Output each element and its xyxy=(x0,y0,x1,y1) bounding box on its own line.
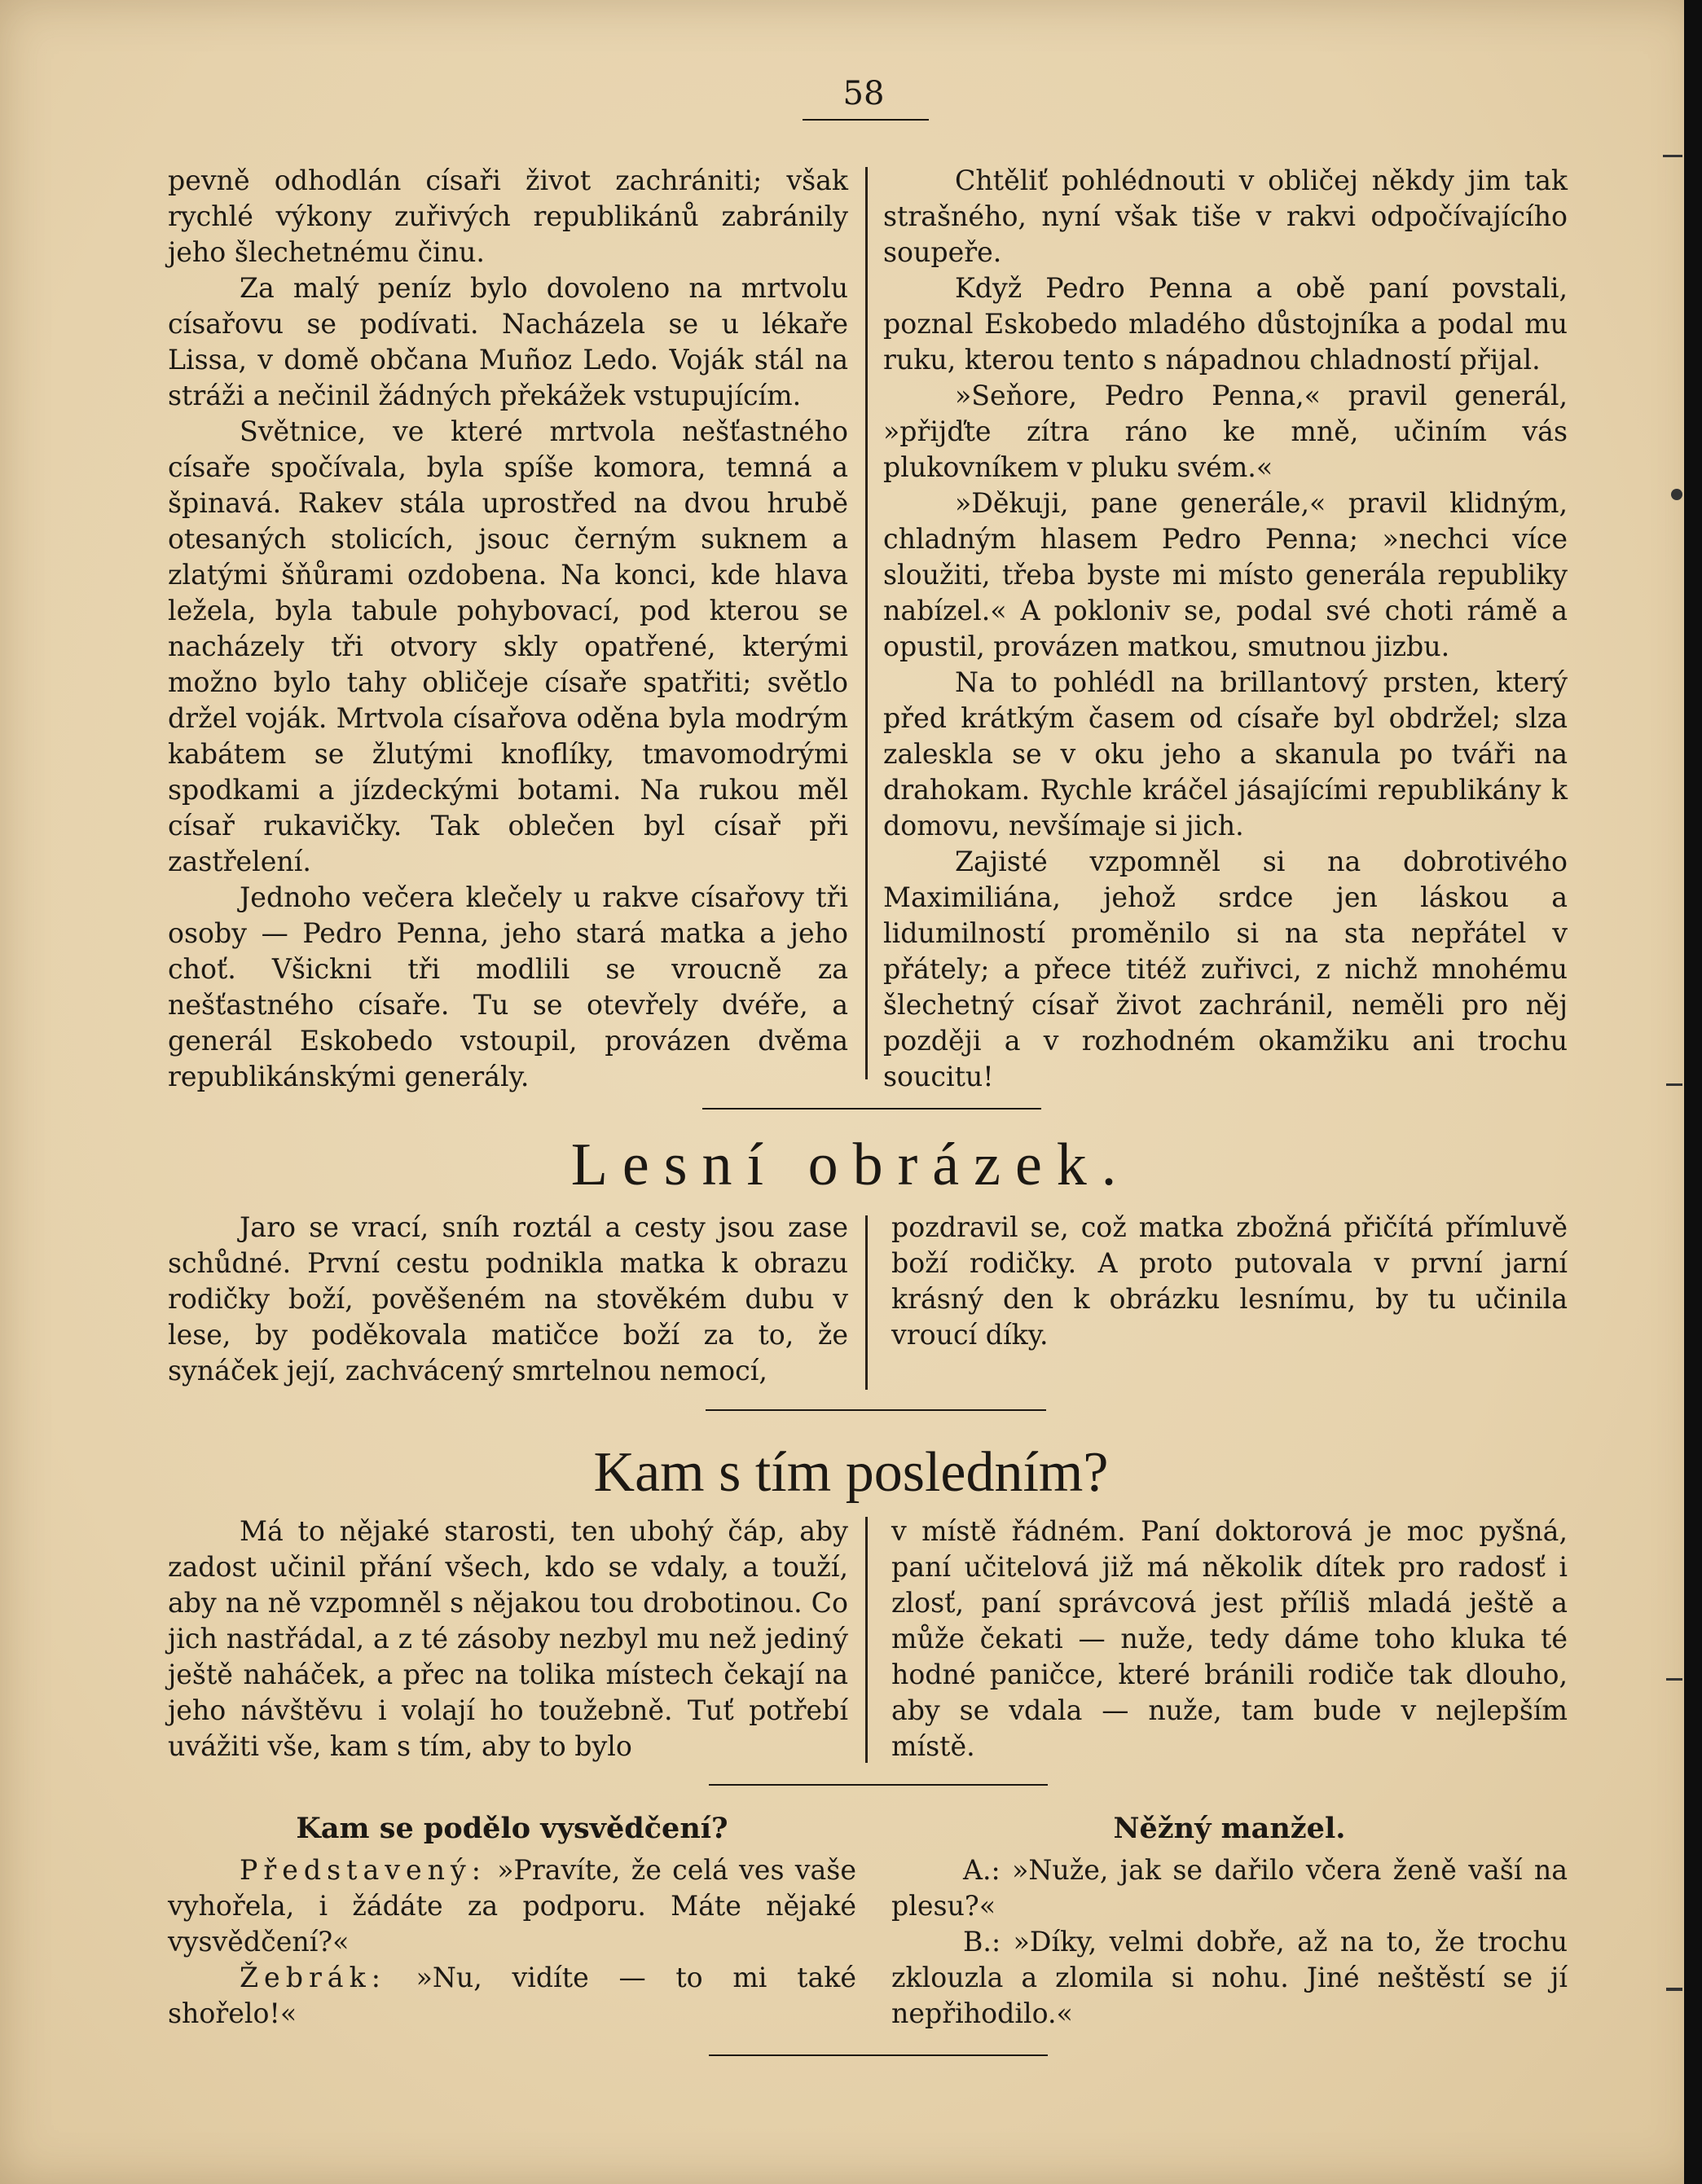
speech: »Nuže, jak se dařilo včera ženě vaší na plesu?« xyxy=(891,1854,1568,1922)
margin-speck xyxy=(1666,1083,1682,1086)
paragraph: pevně odhodlán císaři život zachrániti; však rychlé výkony zuřivých republikánů zabránily jeho šlechetnému činu. xyxy=(168,165,848,268)
paragraph: Za malý peníz bylo dovoleno na mrtvolu císařovu se podívati. Nacházela se u lékaře Lissa, v domě občana Muñoz Ledo. Voják stál na stráži a nečinil žádných překážek vstupujícím. xyxy=(168,272,848,411)
paragraph: »Seňore, Pedro Penna,« pravil generál, »přijďte zítra ráno ke mně, učiním vás plukovníkem v pluku svém.« xyxy=(883,380,1568,483)
column-divider xyxy=(865,167,868,1079)
paragraph: Jednoho večera klečely u rakve císařovy tři osoby — Pedro Penna, jeho stará matka a jeho choť. Všickni tři modlili se vroucně za nešťastného císaře. Tu se otevřely dvéře, a generál Eskobedo vstoupil, provázen dvěma republikánskými generály. xyxy=(168,881,848,1092)
article5-title: Něžný manžel. xyxy=(1113,1812,1346,1845)
paragraph: Na to pohlédl na brillantový prsten, který před krátkým časem od císaře byl obdržel; slza zaleskla se v oku jeho a skanula po tváři na drahokam. Rychle kráčel jásajícími republikány k domovu, nevšímaje si jich. xyxy=(883,666,1568,842)
section-divider xyxy=(706,1409,1046,1411)
margin-speck xyxy=(1671,489,1682,500)
scan-border xyxy=(1684,0,1702,2184)
paragraph: Zajisté vzpomněl si na dobrotivého Maximiliána, jehož srdce jen láskou a lidumilností proměnilo si na sta nepřátel v přátely; a přece titéž zuřivci, z nichž mnohému šlechetný císař život zachránil, neměli pro něj později a v rozhodném okamžiku ani trochu soucitu! xyxy=(883,846,1568,1092)
speech: »Pravíte, že celá ves vaše vyhořela, i žádáte za podporu. Máte nějaké vysvědčení?« xyxy=(168,1854,856,1958)
article3-title: Kam s tím posledním? xyxy=(593,1441,1109,1504)
section-divider xyxy=(709,2054,1048,2056)
paragraph: Chtěliť pohlédnouti v obličej někdy jim tak strašného, nyní však tiše v rakvi odpočívajícího soupeře. xyxy=(883,165,1568,268)
column-divider xyxy=(865,1517,868,1763)
margin-speck xyxy=(1666,1988,1682,1991)
paragraph: Má to nějaké starosti, ten ubohý čáp, aby zadost učinil přání všech, kdo se vdaly, a touží, aby na ně vzpomněl s nějakou tou drobotinou. Co jich nastřádal, a z té zásoby nezbyl mu než jediný ještě naháček, a přec na tolika místech čekají na jeho návštěvu i volají ho toužebně. Tuť potřebí uvážiti vše, kam s tím, aby to bylo xyxy=(168,1515,848,1762)
paragraph: v místě řádném. Paní doktorová je moc pyšná, paní učitelová již má několik dítek pro radosť i zlosť, paní správcová jest příliš mladá ještě a může čekati — nuže, tedy dáme toho kluka té hodné paničce, které bránili rodiče tak dlouho, aby se vdala — nuže, tam bude v nejlepším místě. xyxy=(891,1515,1568,1762)
paragraph: pozdravil se, což matka zbožná přičítá přímluvě boží rodičky. A proto putovala v první jarní krásný den k obrázku lesnímu, by tu učinila vroucí díky. xyxy=(891,1211,1568,1351)
section-divider xyxy=(709,1784,1048,1786)
page-number: 58 xyxy=(842,75,885,112)
speaker: Představený: xyxy=(240,1854,486,1886)
article2-title: Lesní obrázek. xyxy=(570,1132,1132,1198)
speech: »Díky, velmi dobře, až na to, že trochu zklouzla a zlomila si nohu. Jiné neštěstí se jí nepřihodilo.« xyxy=(891,1926,1568,2029)
dialogue-line xyxy=(891,1852,1568,1924)
margin-speck xyxy=(1666,1678,1682,1681)
speaker: Žebrák: xyxy=(240,1962,386,1993)
dialogue-line xyxy=(168,1960,856,2032)
article2-right-column xyxy=(891,1210,1568,1353)
dialogue-line xyxy=(891,1924,1568,2032)
margin-speck xyxy=(1663,155,1682,182)
paragraph: Světnice, ve které mrtvola nešťastného císaře spočívala, byla spíše komora, temná a špinavá. Rakev stála uprostřed na dvou hrubě otesaných stolicích, jsouc černým suknem a zlatými šňůrami ozdobena. Na konci, kde hlava ležela, byla tabule pohybovací, pod kterou se nacházely tři otvory skly opatřené, kterými možno bylo tahy obličeje císaře spatřiti; světlo držel voják. Mrtvola císařova oděna byla modrým kabátem se žlutými knoflíky, tmavomodrými spodkami a jízdeckými botami. Na rukou měl císař rukavičky. Tak oblečen byl císař při zastřelení. xyxy=(168,415,848,877)
article1-left-column xyxy=(168,163,848,1095)
page-number-underline xyxy=(803,119,929,121)
article3-left-column xyxy=(168,1514,848,1764)
speaker: B.: xyxy=(963,1926,1001,1958)
speech: »Nu, vidíte — to mi také shořelo!« xyxy=(168,1962,856,2029)
article1-right-column xyxy=(883,163,1568,1095)
paragraph: »Děkuji, pane generále,« pravil klidným, chladným hlasem Pedro Penna; »nechci více sloužiti, třeba byste mi místo generála republiky nabízel.« A pokloniv se, podal své choti rámě a opustil, provázen matkou, smutnou jizbu. xyxy=(883,487,1568,662)
section-divider xyxy=(702,1108,1041,1110)
article4-column xyxy=(168,1808,856,2032)
article2-left-column xyxy=(168,1210,848,1389)
paragraph: Jaro se vrací, sníh roztál a cesty jsou zase schůdné. První cestu podnikla matka k obrazu rodičky boží, pověšeném na stověkém dubu v lese, by poděkovala matičce boží za to, že synáček její, zachvácený smrtelnou nemocí, xyxy=(168,1211,848,1386)
speaker: A.: xyxy=(963,1854,1001,1886)
dialogue-line xyxy=(168,1852,856,1960)
paragraph: Když Pedro Penna a obě paní povstali, poznal Eskobedo mladého důstojníka a podal mu ruku, kterou tento s nápadnou chladností přijal. xyxy=(883,272,1568,376)
article4-title: Kam se podělo vysvědčení? xyxy=(296,1812,728,1845)
column-divider xyxy=(865,1215,868,1390)
article5-column xyxy=(891,1808,1568,2032)
article3-right-column xyxy=(891,1514,1568,1764)
